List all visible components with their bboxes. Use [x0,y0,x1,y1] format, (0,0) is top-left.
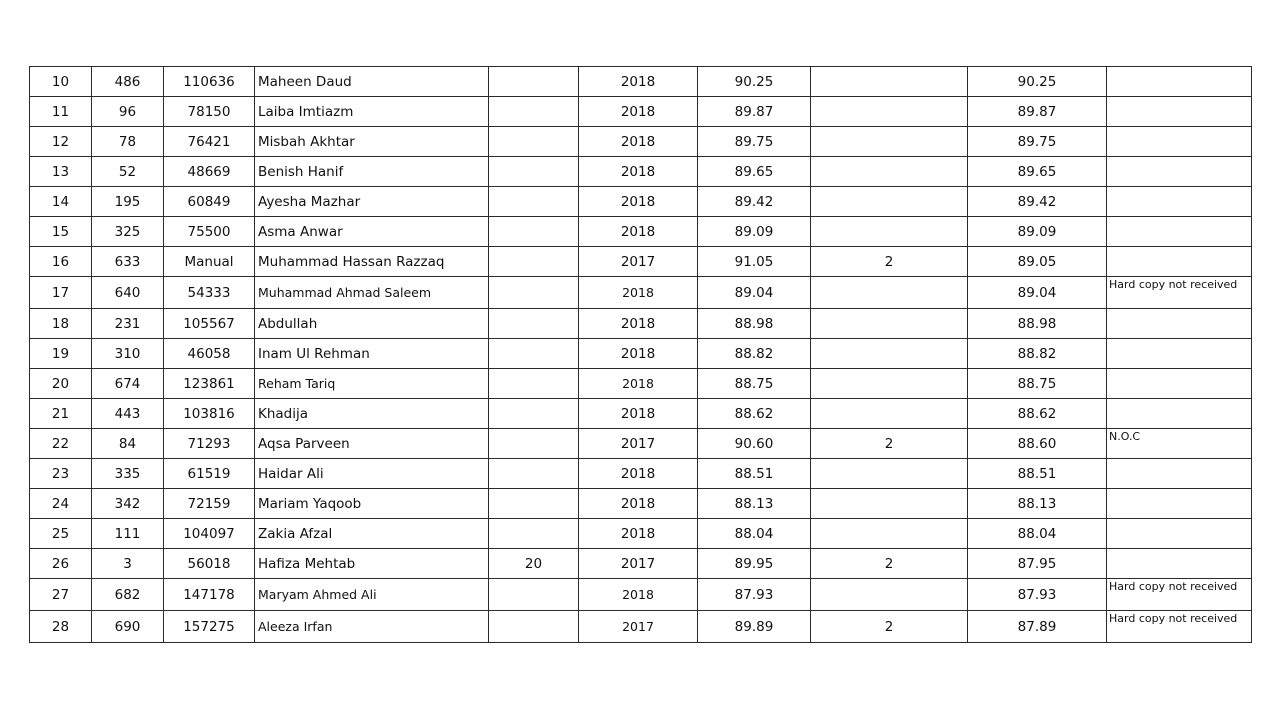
marks-cell: 88.13 [698,489,811,519]
name-cell: Maheen Daud [255,67,489,97]
id-cell: 75500 [164,217,255,247]
deduction-cell: 2 [811,247,968,277]
remarks-cell [1107,459,1252,489]
final-marks-cell: 88.98 [968,309,1107,339]
table-row [30,459,1252,489]
id-cell: 123861 [164,369,255,399]
sr-no-cell: 28 [30,611,92,643]
year-cell: 2017 [579,549,698,579]
deduction-cell [811,67,968,97]
remarks-cell [1107,97,1252,127]
remarks-cell [1107,217,1252,247]
table-row [30,97,1252,127]
app-no-cell: 633 [92,247,164,277]
sr-no-cell: 22 [30,429,92,459]
extra-cell: 20 [489,549,579,579]
remarks-cell [1107,369,1252,399]
final-marks-cell: 89.42 [968,187,1107,217]
id-cell: 72159 [164,489,255,519]
app-no-cell: 78 [92,127,164,157]
name-cell: Khadija [255,399,489,429]
table-row [30,549,1252,579]
marks-cell: 89.87 [698,97,811,127]
year-cell: 2018 [579,519,698,549]
year-cell: 2018 [579,157,698,187]
name-cell: Haidar Ali [255,459,489,489]
remarks-cell [1107,157,1252,187]
remarks-cell [1107,247,1252,277]
app-no-cell: 3 [92,549,164,579]
name-cell: Aqsa Parveen [255,429,489,459]
id-cell: 56018 [164,549,255,579]
extra-cell [489,97,579,127]
deduction-cell [811,277,968,309]
marks-cell: 91.05 [698,247,811,277]
marks-cell: 90.60 [698,429,811,459]
deduction-cell: 2 [811,549,968,579]
year-cell: 2017 [579,247,698,277]
table-row [30,247,1252,277]
name-cell: Aleeza Irfan [255,611,489,643]
sr-no-cell: 17 [30,277,92,309]
table-row [30,429,1252,459]
remarks-cell: N.O.C [1107,429,1252,459]
id-cell: 157275 [164,611,255,643]
final-marks-cell: 89.05 [968,247,1107,277]
deduction-cell: 2 [811,429,968,459]
app-no-cell: 111 [92,519,164,549]
name-cell: Hafiza Mehtab [255,549,489,579]
extra-cell [489,247,579,277]
year-cell: 2018 [579,489,698,519]
name-cell: Zakia Afzal [255,519,489,549]
name-cell: Muhammad Ahmad Saleem [255,277,489,309]
id-cell: 54333 [164,277,255,309]
deduction-cell [811,187,968,217]
name-cell: Misbah Akhtar [255,127,489,157]
name-cell: Asma Anwar [255,217,489,247]
deduction-cell [811,459,968,489]
deduction-cell [811,309,968,339]
final-marks-cell: 89.04 [968,277,1107,309]
deduction-cell: 2 [811,611,968,643]
final-marks-cell: 88.60 [968,429,1107,459]
extra-cell [489,157,579,187]
table-row [30,67,1252,97]
year-cell: 2018 [579,67,698,97]
id-cell: 78150 [164,97,255,127]
sr-no-cell: 23 [30,459,92,489]
extra-cell [489,217,579,247]
deduction-cell [811,489,968,519]
marks-cell: 87.93 [698,579,811,611]
remarks-cell [1107,187,1252,217]
id-cell: 105567 [164,309,255,339]
extra-cell [489,399,579,429]
year-cell: 2018 [579,399,698,429]
remarks-cell [1107,309,1252,339]
remarks-cell [1107,489,1252,519]
sr-no-cell: 16 [30,247,92,277]
marks-cell: 88.82 [698,339,811,369]
final-marks-cell: 89.65 [968,157,1107,187]
name-cell: Laiba Imtiazm [255,97,489,127]
extra-cell [489,369,579,399]
app-no-cell: 342 [92,489,164,519]
marks-cell: 89.89 [698,611,811,643]
sr-no-cell: 13 [30,157,92,187]
table-row [30,127,1252,157]
name-cell: Maryam Ahmed Ali [255,579,489,611]
id-cell: 61519 [164,459,255,489]
deduction-cell [811,157,968,187]
marks-cell: 89.04 [698,277,811,309]
name-cell: Inam Ul Rehman [255,339,489,369]
table-row [30,217,1252,247]
deduction-cell [811,217,968,247]
extra-cell [489,339,579,369]
extra-cell [489,187,579,217]
app-no-cell: 52 [92,157,164,187]
final-marks-cell: 88.04 [968,519,1107,549]
extra-cell [489,519,579,549]
name-cell: Ayesha Mazhar [255,187,489,217]
final-marks-cell: 87.93 [968,579,1107,611]
sr-no-cell: 20 [30,369,92,399]
remarks-cell: Hard copy not received [1107,579,1252,611]
sr-no-cell: 11 [30,97,92,127]
year-cell: 2017 [579,611,698,643]
table-row [30,369,1252,399]
app-no-cell: 84 [92,429,164,459]
final-marks-cell: 87.95 [968,549,1107,579]
final-marks-cell: 89.09 [968,217,1107,247]
year-cell: 2018 [579,339,698,369]
remarks-cell [1107,127,1252,157]
table-row [30,519,1252,549]
marks-cell: 88.51 [698,459,811,489]
sr-no-cell: 10 [30,67,92,97]
app-no-cell: 443 [92,399,164,429]
id-cell: 60849 [164,187,255,217]
extra-cell [489,429,579,459]
table-row [30,399,1252,429]
extra-cell [489,127,579,157]
table-row [30,277,1252,309]
remarks-cell [1107,339,1252,369]
id-cell: 103816 [164,399,255,429]
marks-cell: 90.25 [698,67,811,97]
marks-cell: 88.04 [698,519,811,549]
extra-cell [489,67,579,97]
extra-cell [489,277,579,309]
sr-no-cell: 19 [30,339,92,369]
final-marks-cell: 88.62 [968,399,1107,429]
sr-no-cell: 14 [30,187,92,217]
final-marks-cell: 89.87 [968,97,1107,127]
remarks-cell [1107,67,1252,97]
year-cell: 2018 [579,127,698,157]
name-cell: Abdullah [255,309,489,339]
sr-no-cell: 18 [30,309,92,339]
final-marks-cell: 90.25 [968,67,1107,97]
table-row [30,309,1252,339]
year-cell: 2018 [579,277,698,309]
sr-no-cell: 27 [30,579,92,611]
id-cell: 46058 [164,339,255,369]
app-no-cell: 690 [92,611,164,643]
table-row [30,489,1252,519]
id-cell: Manual [164,247,255,277]
name-cell: Mariam Yaqoob [255,489,489,519]
extra-cell [489,489,579,519]
app-no-cell: 640 [92,277,164,309]
id-cell: 110636 [164,67,255,97]
remarks-cell: Hard copy not received [1107,611,1252,643]
deduction-cell [811,519,968,549]
remarks-cell [1107,549,1252,579]
id-cell: 147178 [164,579,255,611]
extra-cell [489,459,579,489]
remarks-cell [1107,519,1252,549]
extra-cell [489,611,579,643]
marks-cell: 89.09 [698,217,811,247]
remarks-cell [1107,399,1252,429]
table-row [30,611,1252,643]
final-marks-cell: 88.82 [968,339,1107,369]
name-cell: Muhammad Hassan Razzaq [255,247,489,277]
extra-cell [489,579,579,611]
app-no-cell: 96 [92,97,164,127]
year-cell: 2018 [579,459,698,489]
sr-no-cell: 26 [30,549,92,579]
merit-list-table [29,66,1252,643]
deduction-cell [811,399,968,429]
id-cell: 104097 [164,519,255,549]
deduction-cell [811,127,968,157]
id-cell: 71293 [164,429,255,459]
year-cell: 2018 [579,217,698,247]
final-marks-cell: 88.75 [968,369,1107,399]
sr-no-cell: 25 [30,519,92,549]
marks-cell: 89.95 [698,549,811,579]
app-no-cell: 335 [92,459,164,489]
sr-no-cell: 21 [30,399,92,429]
marks-cell: 89.65 [698,157,811,187]
table-row [30,157,1252,187]
table-row [30,579,1252,611]
table-row [30,187,1252,217]
final-marks-cell: 89.75 [968,127,1107,157]
id-cell: 48669 [164,157,255,187]
marks-cell: 88.62 [698,399,811,429]
deduction-cell [811,579,968,611]
app-no-cell: 231 [92,309,164,339]
deduction-cell [811,97,968,127]
sr-no-cell: 12 [30,127,92,157]
name-cell: Benish Hanif [255,157,489,187]
year-cell: 2018 [579,369,698,399]
id-cell: 76421 [164,127,255,157]
marks-cell: 88.98 [698,309,811,339]
deduction-cell [811,339,968,369]
sr-no-cell: 24 [30,489,92,519]
app-no-cell: 195 [92,187,164,217]
year-cell: 2018 [579,309,698,339]
table-row [30,339,1252,369]
deduction-cell [811,369,968,399]
app-no-cell: 310 [92,339,164,369]
final-marks-cell: 87.89 [968,611,1107,643]
marks-cell: 89.75 [698,127,811,157]
marks-cell: 89.42 [698,187,811,217]
sr-no-cell: 15 [30,217,92,247]
remarks-cell: Hard copy not received [1107,277,1252,309]
name-cell: Reham Tariq [255,369,489,399]
app-no-cell: 325 [92,217,164,247]
app-no-cell: 674 [92,369,164,399]
year-cell: 2018 [579,579,698,611]
app-no-cell: 486 [92,67,164,97]
year-cell: 2018 [579,187,698,217]
app-no-cell: 682 [92,579,164,611]
extra-cell [489,309,579,339]
year-cell: 2017 [579,429,698,459]
marks-cell: 88.75 [698,369,811,399]
year-cell: 2018 [579,97,698,127]
final-marks-cell: 88.51 [968,459,1107,489]
final-marks-cell: 88.13 [968,489,1107,519]
